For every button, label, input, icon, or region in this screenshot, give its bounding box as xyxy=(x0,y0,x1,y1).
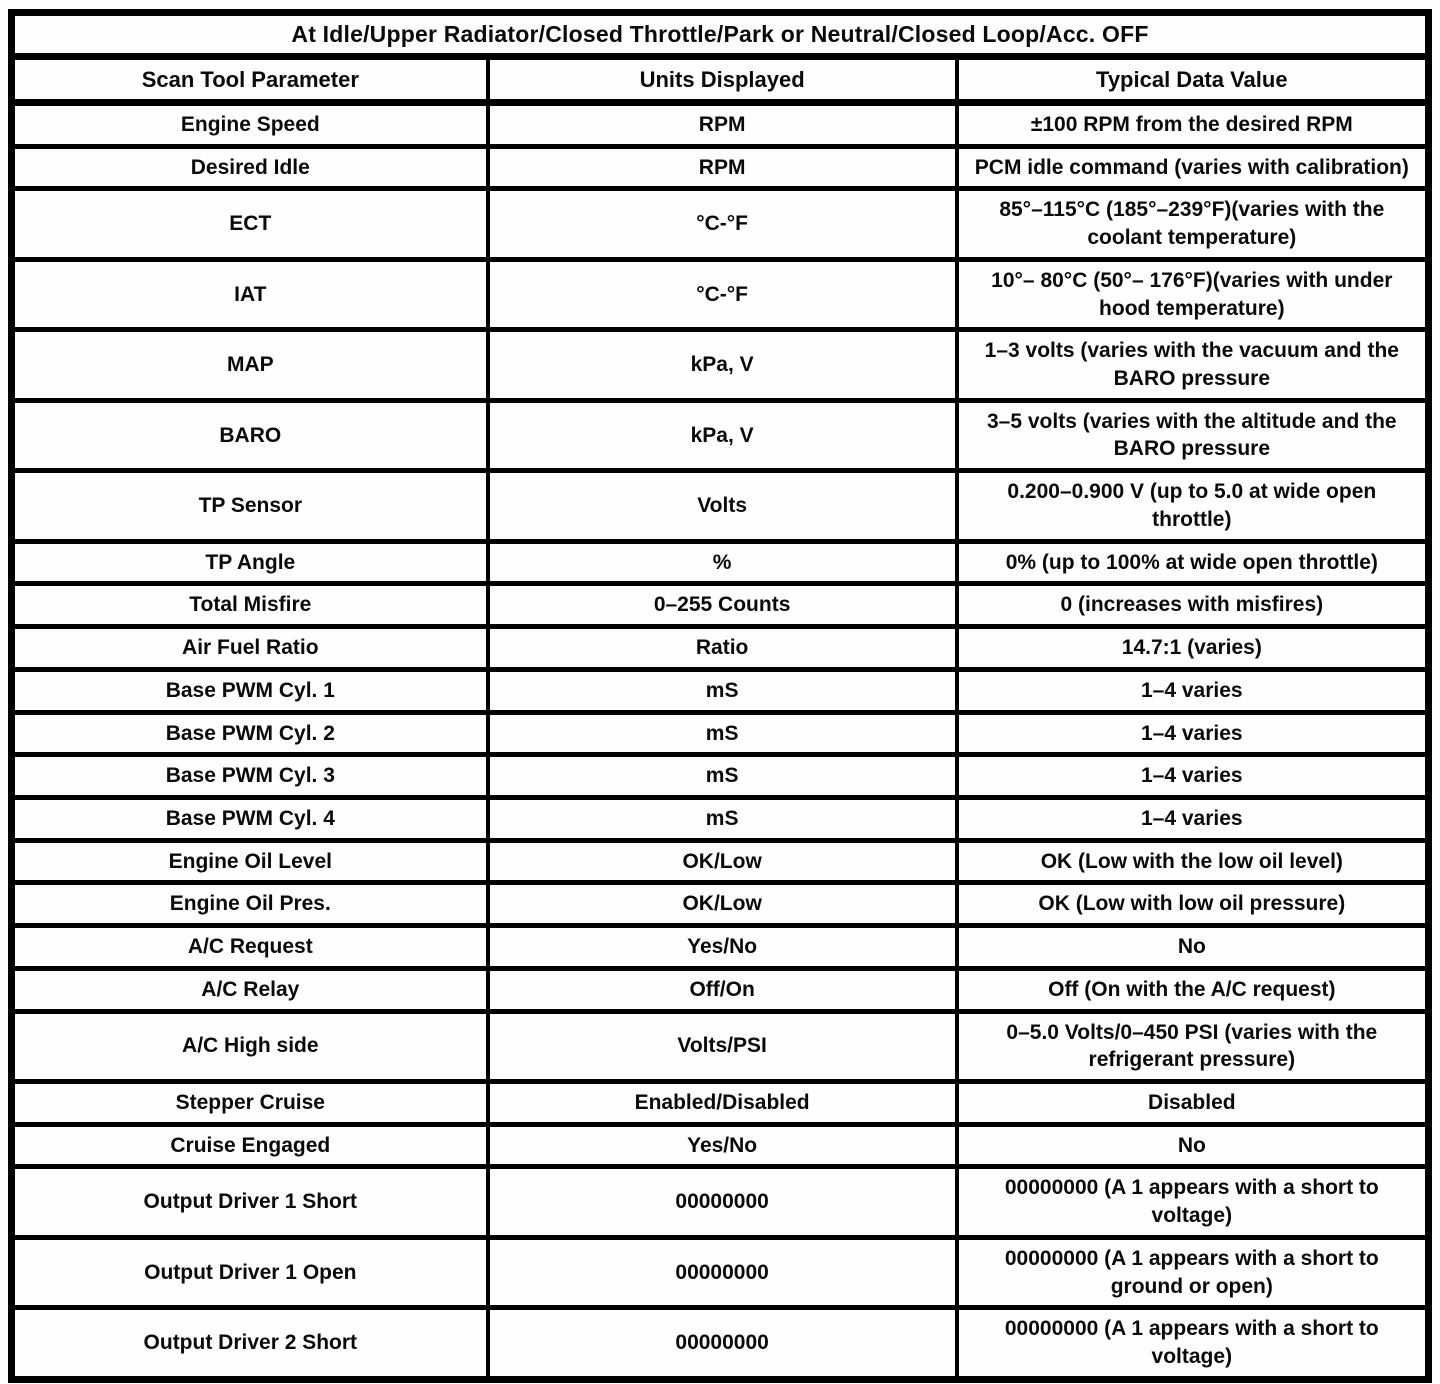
units-cell: mS xyxy=(488,712,957,755)
parameter-cell: TP Angle xyxy=(12,541,488,584)
table-row xyxy=(12,669,1429,712)
parameter-cell: Engine Oil Pres. xyxy=(12,883,488,926)
value-cell: 10°– 80°C (50°– 176°F)(varies with under hood temperature) xyxy=(957,259,1429,329)
value-cell: Off (On with the A/C request) xyxy=(957,968,1429,1011)
units-cell: mS xyxy=(488,755,957,798)
value-cell: No xyxy=(957,926,1429,969)
parameter-cell: Base PWM Cyl. 1 xyxy=(12,669,488,712)
units-cell: 0–255 Counts xyxy=(488,584,957,627)
units-cell: Volts xyxy=(488,471,957,541)
table-row xyxy=(12,1011,1429,1081)
value-cell: 85°–115°C (185°–239°F)(varies with the coolant temperature) xyxy=(957,189,1429,259)
table-title: At Idle/Upper Radiator/Closed Throttle/Park or Neutral/Closed Loop/Acc. OFF xyxy=(12,13,1429,57)
table-head xyxy=(12,13,1429,103)
parameter-cell: ECT xyxy=(12,189,488,259)
units-cell: % xyxy=(488,541,957,584)
value-cell: 1–4 varies xyxy=(957,669,1429,712)
units-cell: mS xyxy=(488,797,957,840)
units-cell: Yes/No xyxy=(488,1124,957,1167)
table-row xyxy=(12,883,1429,926)
units-cell: mS xyxy=(488,669,957,712)
table-row xyxy=(12,1308,1429,1379)
value-cell: 1–4 varies xyxy=(957,712,1429,755)
table-row xyxy=(12,712,1429,755)
value-cell: 00000000 (A 1 appears with a short to ground or open) xyxy=(957,1237,1429,1307)
table-row xyxy=(12,1237,1429,1307)
value-cell: OK (Low with low oil pressure) xyxy=(957,883,1429,926)
parameter-cell: Stepper Cruise xyxy=(12,1081,488,1124)
value-cell: 00000000 (A 1 appears with a short to voltage) xyxy=(957,1167,1429,1237)
value-cell: 0 (increases with misfires) xyxy=(957,584,1429,627)
column-header-parameter: Scan Tool Parameter xyxy=(12,57,488,103)
units-cell: Enabled/Disabled xyxy=(488,1081,957,1124)
column-header-value: Typical Data Value xyxy=(957,57,1429,103)
value-cell: 1–4 varies xyxy=(957,755,1429,798)
value-cell: 0% (up to 100% at wide open throttle) xyxy=(957,541,1429,584)
value-cell: 1–4 varies xyxy=(957,797,1429,840)
units-cell: OK/Low xyxy=(488,840,957,883)
parameter-cell: Engine Speed xyxy=(12,103,488,147)
parameter-cell: TP Sensor xyxy=(12,471,488,541)
parameter-cell: Base PWM Cyl. 4 xyxy=(12,797,488,840)
parameter-cell: Engine Oil Level xyxy=(12,840,488,883)
value-cell: Disabled xyxy=(957,1081,1429,1124)
column-header-row xyxy=(12,57,1429,103)
units-cell: RPM xyxy=(488,103,957,147)
scan-tool-data-table xyxy=(8,9,1432,1383)
units-cell: OK/Low xyxy=(488,883,957,926)
value-cell: 00000000 (A 1 appears with a short to voltage) xyxy=(957,1308,1429,1379)
parameter-cell: BARO xyxy=(12,400,488,470)
parameter-cell: A/C Relay xyxy=(12,968,488,1011)
parameter-cell: Output Driver 2 Short xyxy=(12,1308,488,1379)
parameter-cell: Output Driver 1 Open xyxy=(12,1237,488,1307)
value-cell: OK (Low with the low oil level) xyxy=(957,840,1429,883)
units-cell: RPM xyxy=(488,146,957,189)
value-cell: 0.200–0.900 V (up to 5.0 at wide open throttle) xyxy=(957,471,1429,541)
units-cell: kPa, V xyxy=(488,400,957,470)
parameter-cell: Desired Idle xyxy=(12,146,488,189)
parameter-cell: Output Driver 1 Short xyxy=(12,1167,488,1237)
table-row xyxy=(12,541,1429,584)
parameter-cell: A/C Request xyxy=(12,926,488,969)
units-cell: 00000000 xyxy=(488,1167,957,1237)
value-cell: 0–5.0 Volts/0–450 PSI (varies with the refrigerant pressure) xyxy=(957,1011,1429,1081)
parameter-cell: MAP xyxy=(12,330,488,400)
parameter-cell: Base PWM Cyl. 2 xyxy=(12,712,488,755)
units-cell: °C-°F xyxy=(488,189,957,259)
units-cell: Ratio xyxy=(488,627,957,670)
value-cell: 3–5 volts (varies with the altitude and the BARO pressure xyxy=(957,400,1429,470)
table-row xyxy=(12,926,1429,969)
table-row xyxy=(12,189,1429,259)
table-row xyxy=(12,840,1429,883)
table-row xyxy=(12,400,1429,470)
value-cell: 14.7:1 (varies) xyxy=(957,627,1429,670)
table-row xyxy=(12,1124,1429,1167)
column-header-units: Units Displayed xyxy=(488,57,957,103)
value-cell: No xyxy=(957,1124,1429,1167)
units-cell: Yes/No xyxy=(488,926,957,969)
parameter-cell: Air Fuel Ratio xyxy=(12,627,488,670)
table-row xyxy=(12,755,1429,798)
table-row xyxy=(12,968,1429,1011)
table-row xyxy=(12,627,1429,670)
parameter-cell: Cruise Engaged xyxy=(12,1124,488,1167)
table-row xyxy=(12,1167,1429,1237)
units-cell: 00000000 xyxy=(488,1308,957,1379)
table-row xyxy=(12,146,1429,189)
table-row xyxy=(12,330,1429,400)
value-cell: PCM idle command (varies with calibration) xyxy=(957,146,1429,189)
units-cell: Volts/PSI xyxy=(488,1011,957,1081)
table-row xyxy=(12,797,1429,840)
table-row xyxy=(12,584,1429,627)
value-cell: 1–3 volts (varies with the vacuum and the BARO pressure xyxy=(957,330,1429,400)
units-cell: Off/On xyxy=(488,968,957,1011)
parameter-cell: Total Misfire xyxy=(12,584,488,627)
table-body xyxy=(12,103,1429,1380)
value-cell: ±100 RPM from the desired RPM xyxy=(957,103,1429,147)
table-row xyxy=(12,471,1429,541)
parameter-cell: A/C High side xyxy=(12,1011,488,1081)
parameter-cell: IAT xyxy=(12,259,488,329)
table-row xyxy=(12,259,1429,329)
table-row xyxy=(12,103,1429,147)
parameter-cell: Base PWM Cyl. 3 xyxy=(12,755,488,798)
units-cell: °C-°F xyxy=(488,259,957,329)
table-title-row xyxy=(12,13,1429,57)
units-cell: kPa, V xyxy=(488,330,957,400)
units-cell: 00000000 xyxy=(488,1237,957,1307)
table-row xyxy=(12,1081,1429,1124)
